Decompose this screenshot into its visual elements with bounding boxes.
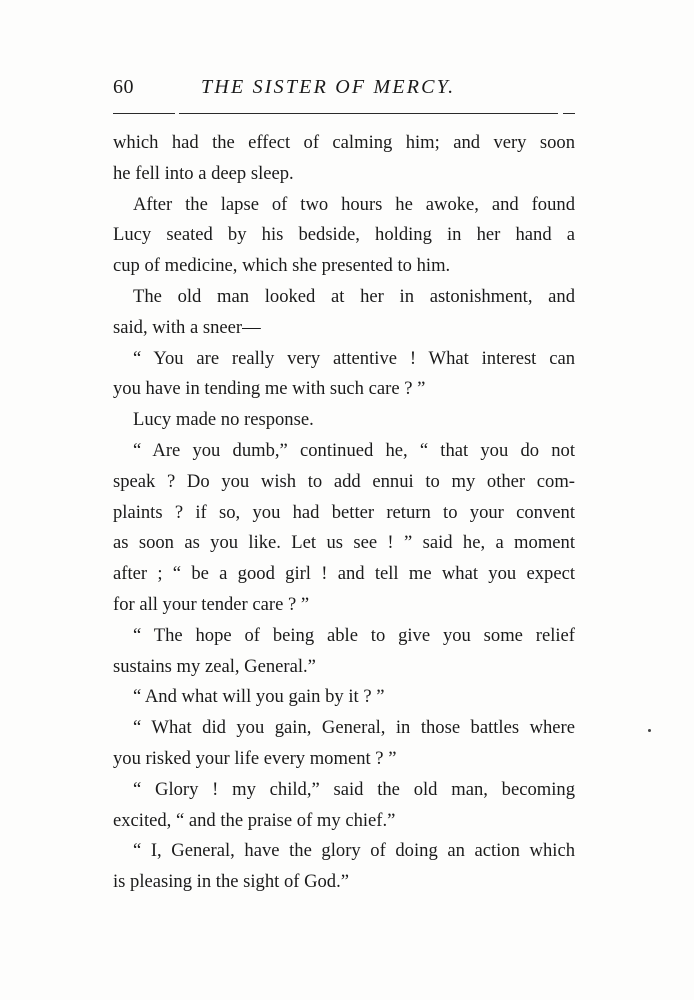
text-line: as soon as you like. Let us see ! ” said he, a moment bbox=[113, 532, 575, 554]
text-line: for all your tender care ? ” bbox=[113, 593, 310, 615]
page-number: 60 bbox=[113, 76, 134, 98]
text-line: Lucy seated by his bedside, holding in her hand a bbox=[113, 224, 575, 246]
ink-speck bbox=[648, 729, 651, 732]
text-line: speak ? Do you wish to add ennui to my other com- bbox=[113, 470, 575, 492]
text-line: Lucy made no response. bbox=[133, 409, 314, 431]
rule-gap bbox=[558, 111, 563, 116]
text-line: said, with a sneer— bbox=[113, 316, 261, 338]
text-line: is pleasing in the sight of God.” bbox=[113, 871, 350, 893]
text-line: excited, “ and the praise of my chief.” bbox=[113, 809, 396, 831]
text-line: The old man looked at her in astonishment, and bbox=[133, 285, 575, 307]
text-line: “ Are you dumb,” continued he, “ that you do not bbox=[133, 439, 575, 461]
text-line: which had the effect of calming him; and very soon bbox=[113, 132, 575, 153]
text-line: “ You are really very attentive ! What interest can bbox=[133, 347, 575, 369]
body-text bbox=[113, 128, 575, 898]
rule-gap bbox=[175, 111, 179, 116]
text-line: “ I, General, have the glory of doing an action which bbox=[133, 840, 575, 862]
text-line: “ What did you gain, General, in those battles where bbox=[133, 717, 575, 739]
text-line: “ The hope of being able to give you some relief bbox=[133, 624, 575, 646]
text-line: after ; “ be a good girl ! and tell me what you expect bbox=[113, 563, 575, 585]
running-title: THE SISTER OF MERCY. bbox=[201, 76, 456, 98]
text-line: sustains my zeal, General.” bbox=[113, 655, 316, 677]
header-rule bbox=[113, 113, 575, 114]
text-line: “ Glory ! my child,” said the old man, becoming bbox=[133, 778, 575, 800]
text-line: After the lapse of two hours he awoke, and found bbox=[133, 193, 575, 215]
page-header bbox=[113, 76, 575, 106]
text-line: cup of medicine, which she presented to him. bbox=[113, 255, 451, 277]
text-line: plaints ? if so, you had better return to your convent bbox=[113, 501, 575, 523]
text-line: he fell into a deep sleep. bbox=[113, 162, 294, 184]
text-line: you have in tending me with such care ? ” bbox=[113, 378, 426, 400]
text-line: “ And what will you gain by it ? ” bbox=[133, 686, 385, 708]
text-line: you risked your life every moment ? ” bbox=[113, 747, 397, 769]
